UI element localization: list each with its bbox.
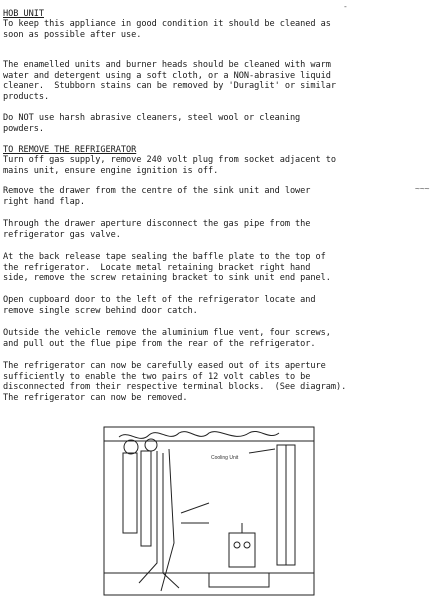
boiler-tube: [141, 451, 151, 546]
leader-line: [249, 449, 275, 453]
paragraph: Remove the drawer from the centre of the sink unit and lower right hand flap.: [3, 186, 311, 207]
paragraph: Turn off gas supply, remove 240 volt plug from socket adjacent to mains unit, ensure engine ignition is off.: [3, 155, 337, 176]
diagram-label-cooling-unit: Cooling Unit: [211, 455, 239, 461]
boiler-tube: [123, 453, 137, 533]
base-panel: [209, 573, 269, 587]
section-heading-remove-refrigerator: TO REMOVE THE REFRIGERATOR: [3, 145, 137, 155]
paragraph: At the back release tape sealing the baffle plate to the top of the refrigerator. Locate metal retaining bracket right hand side, remove the screw retaining bracket to sink unit end panel.: [3, 252, 331, 284]
paragraph: The enamelled units and burner heads should be cleaned with warm water and detergent using a soft cloth, or a NON-abrasive liquid cleaner. Stubborn stains can be removed by 'Duraglit' or similar products.: [3, 60, 337, 102]
paragraph: The refrigerator can now be carefully eased out of its aperture sufficiently to enable the two pairs of 12 volt cables to be disconnected from their respective terminal blocks. (See diagram). The refrigerator can now be removed.: [3, 361, 347, 403]
refrigerator-diagram: [99, 423, 319, 598]
burner-circle: [124, 440, 138, 454]
paragraph: Open cupboard door to the left of the refrigerator locate and remove single screw behind door catch.: [3, 295, 316, 316]
scan-mark: -: [343, 2, 348, 11]
terminal-screw: [244, 542, 250, 548]
leader-line: [181, 503, 209, 513]
paragraph: Through the drawer aperture disconnect the gas pipe from the refrigerator gas valve.: [3, 219, 311, 240]
paragraph: Do NOT use harsh abrasive cleaners, steel wool or cleaning powders.: [3, 113, 301, 134]
paragraph: Outside the vehicle remove the aluminium flue vent, four screws, and pull out the flue pipe from the rear of the refrigerator.: [3, 328, 331, 349]
scan-mark: ~~~: [415, 184, 430, 193]
pipe: [139, 451, 157, 583]
section-heading-hob-unit: HOB UNIT: [3, 9, 44, 19]
paragraph: To keep this appliance in good condition it should be cleaned as soon as possible after use.: [3, 19, 331, 40]
cooling-coil: [119, 431, 279, 438]
terminal-screw: [234, 542, 240, 548]
pipe: [163, 453, 179, 588]
terminal-block: [229, 533, 255, 567]
